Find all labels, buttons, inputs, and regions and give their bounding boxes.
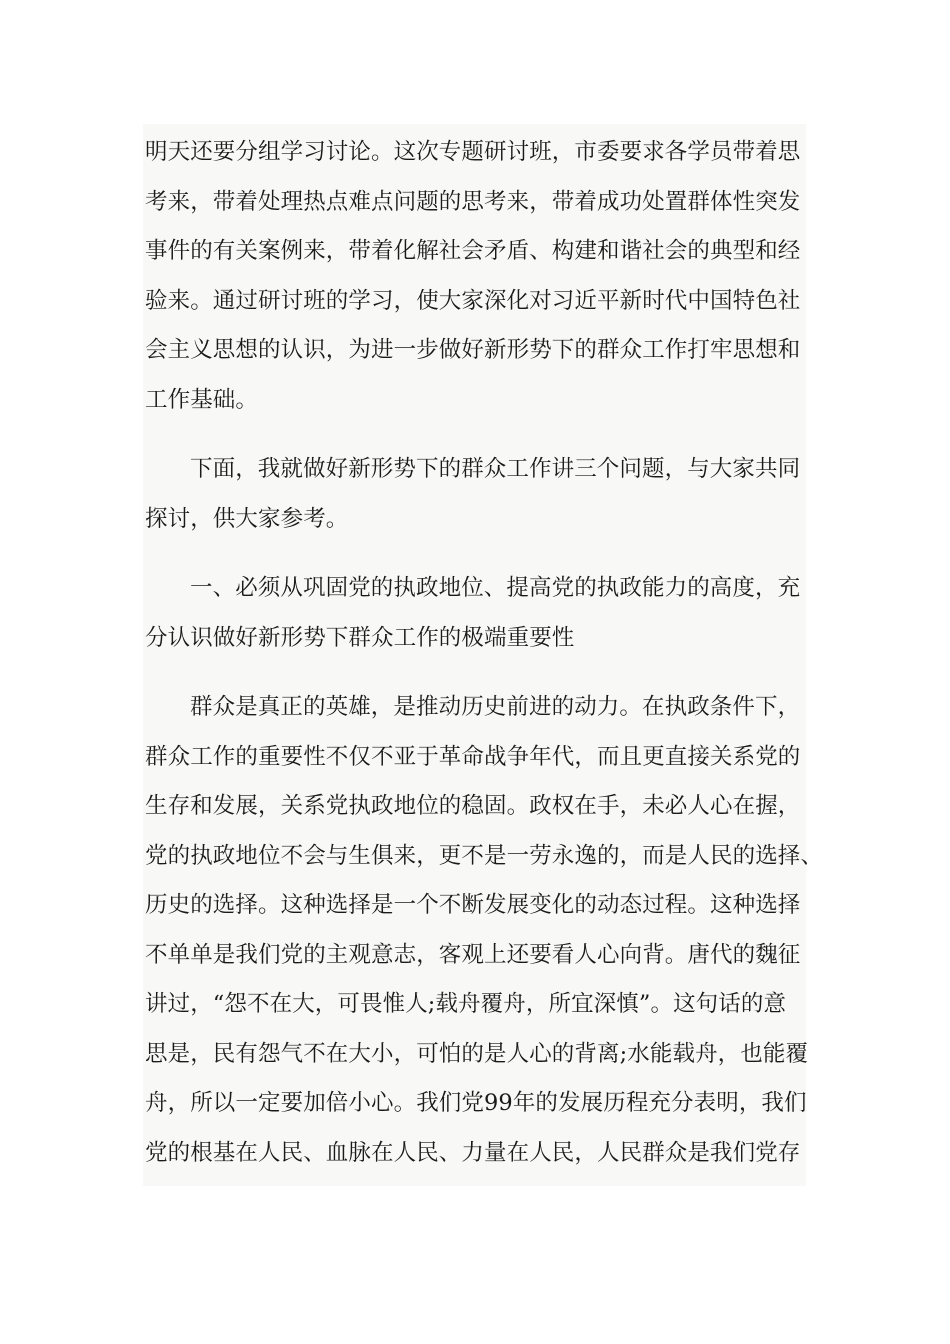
paragraph-gap xyxy=(145,544,815,564)
paragraph-gap xyxy=(145,425,815,445)
paragraph-2-line-1: 下面，我就做好新形势下的群众工作讲三个问题，与大家共同 xyxy=(190,456,801,482)
paragraph-4-line-9: 舟，所以一定要加倍小心。我们党99年的发展历程充分表明，我们 xyxy=(145,1090,807,1116)
paragraph-4-line-4: 党的执政地位不会与生俱来，更不是一劳永逸的，而是人民的选择、 xyxy=(145,842,824,869)
paragraph-1-line-2: 考来，带着处理热点难点问题的思考来，带着成功处置群体性突发 xyxy=(145,188,801,215)
paragraph-4-line-5: 历史的选择。这种选择是一个不断发展变化的动态过程。这种选择 xyxy=(145,892,801,918)
paragraph-1-line-3: 事件的有关案例来，带着化解社会矛盾、构建和谐社会的典型和经 xyxy=(145,238,801,264)
section-heading-line-2: 分认识做好新形势下群众工作的极端重要性 xyxy=(145,624,575,651)
paragraph-4-line-2: 群众工作的重要性不仅不亚于革命战争年代，而且更直接关系党的 xyxy=(145,743,801,770)
paragraph-1-line-5: 会主义思想的认识，为进一步做好新形势下的群众工作打牢思想和 xyxy=(145,337,801,363)
paragraph-2-line-2: 探讨，供大家参考。 xyxy=(145,505,349,532)
paragraph-1-line-4: 验来。通过研讨班的学习，使大家深化对习近平新时代中国特色社 xyxy=(145,287,801,314)
paragraph-4-line-8: 思是，民有怨气不在大小，可怕的是人心的背离;水能载舟，也能覆 xyxy=(145,1040,809,1067)
section-heading-line-1: 一、必须从巩固党的执政地位、提高党的执政能力的高度，充 xyxy=(190,575,801,601)
paragraph-4-line-7: 讲过，“怨不在大，可畏惟人;载舟覆舟，所宜深慎”。这句话的意 xyxy=(145,991,787,1017)
paragraph-1-line-1: 明天还要分组学习讨论。这次专题研讨班，市委要求各学员带着思 xyxy=(145,139,801,165)
paragraph-4-line-1: 群众是真正的英雄，是推动历史前进的动力。在执政条件下， xyxy=(190,694,801,720)
paragraph-4-line-6: 不单单是我们党的主观意志，客观上还要看人心向背。唐代的魏征 xyxy=(145,941,801,968)
paragraph-4-line-10: 党的根基在人民、血脉在人民、力量在人民，人民群众是我们党存 xyxy=(145,1139,801,1166)
paragraph-gap xyxy=(145,663,815,683)
document-body xyxy=(145,128,824,1178)
paragraph-4-line-3: 生存和发展，关系党执政地位的稳固。政权在手，未必人心在握， xyxy=(145,793,801,819)
paragraph-1-line-6: 工作基础。 xyxy=(145,386,259,413)
